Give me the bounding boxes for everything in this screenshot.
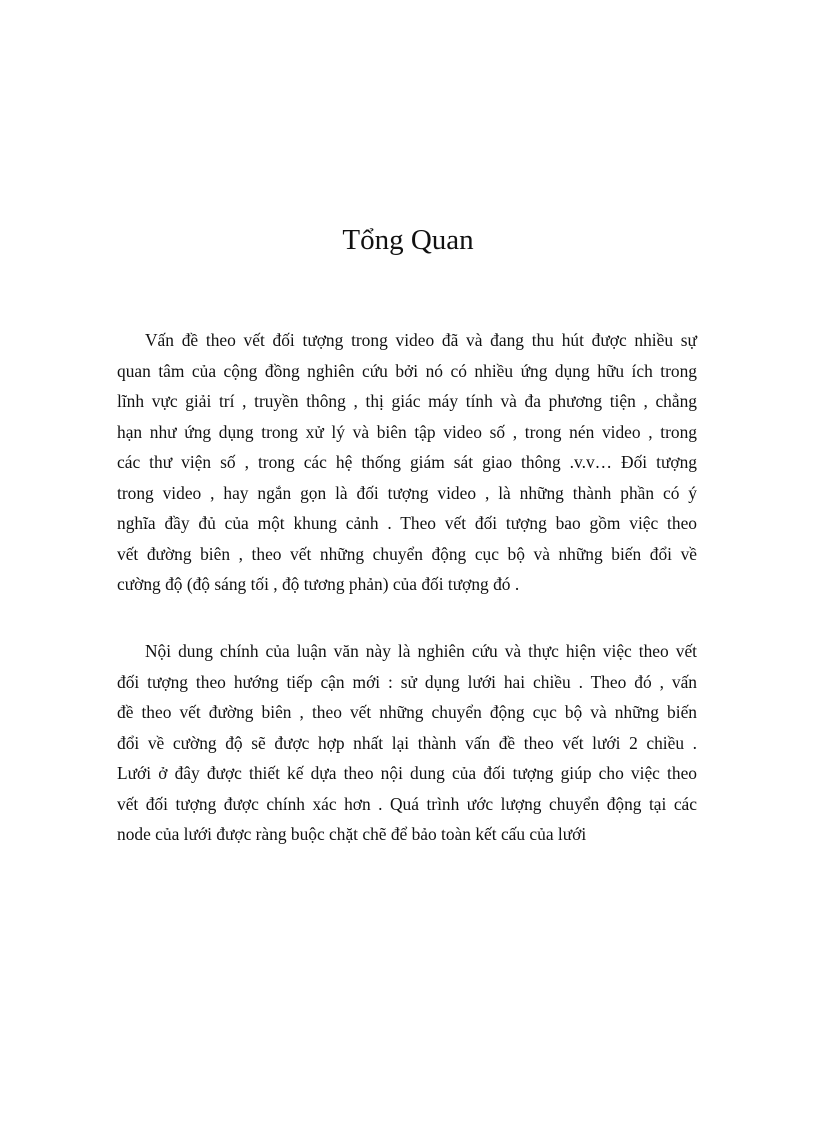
paragraph-line: trong video , hay ngắn gọn là đối tượng video , là những thành phần có ý	[117, 482, 697, 503]
paragraph-line: Nội dung chính của luận văn này là nghiên cứu và thực hiện việc theo vết	[145, 641, 697, 661]
paragraph-line: cường độ (độ sáng tối , độ tương phản) của đối tượng đó .	[117, 574, 520, 594]
paragraph-line: đối tượng theo hướng tiếp cận mới : sử dụng lưới hai chiều . Theo đó , vấn	[117, 671, 697, 692]
paragraph-intro	[117, 325, 697, 600]
paragraph-line: các thư viện số , trong các hệ thống giám sát giao thông .v.v… Đối tượng	[117, 452, 697, 472]
paragraph-line: vết đối tượng được chính xác hơn . Quá trình ước lượng chuyển động tại các	[117, 793, 697, 814]
paragraph-content	[117, 636, 697, 850]
paragraph-line: đổi về cường độ sẽ được hợp nhất lại thành vấn đề theo vết lưới 2 chiều .	[117, 732, 697, 753]
paragraph-line: nghĩa đầy đủ của một khung cảnh . Theo vết đối tượng bao gồm việc theo	[117, 513, 697, 533]
paragraph-line: quan tâm của cộng đồng nghiên cứu bởi nó có nhiều ứng dụng hữu ích trong	[117, 360, 697, 381]
paragraph-line: node của lưới được ràng buộc chặt chẽ để bảo toàn kết cấu của lưới	[117, 824, 587, 844]
paragraph-line: vết đường biên , theo vết những chuyển động cục bộ và những biến đổi về	[117, 543, 697, 564]
paragraph-line: đề theo vết đường biên , theo vết những chuyển động cục bộ và những biến	[117, 702, 697, 722]
paragraph-line: Lưới ở đây được thiết kế dựa theo nội dung của đối tượng giúp cho việc theo	[117, 763, 697, 783]
paragraph-line: lĩnh vực giải trí , truyền thông , thị giác máy tính và đa phương tiện , chẳng	[117, 391, 697, 411]
paragraph-line: hạn như ứng dụng trong xử lý và biên tập video số , trong nén video , trong	[117, 421, 697, 442]
paragraph-line: Vấn đề theo vết đối tượng trong video đã và đang thu hút được nhiều sự	[145, 330, 697, 350]
page-title: Tổng Quan	[342, 224, 474, 256]
